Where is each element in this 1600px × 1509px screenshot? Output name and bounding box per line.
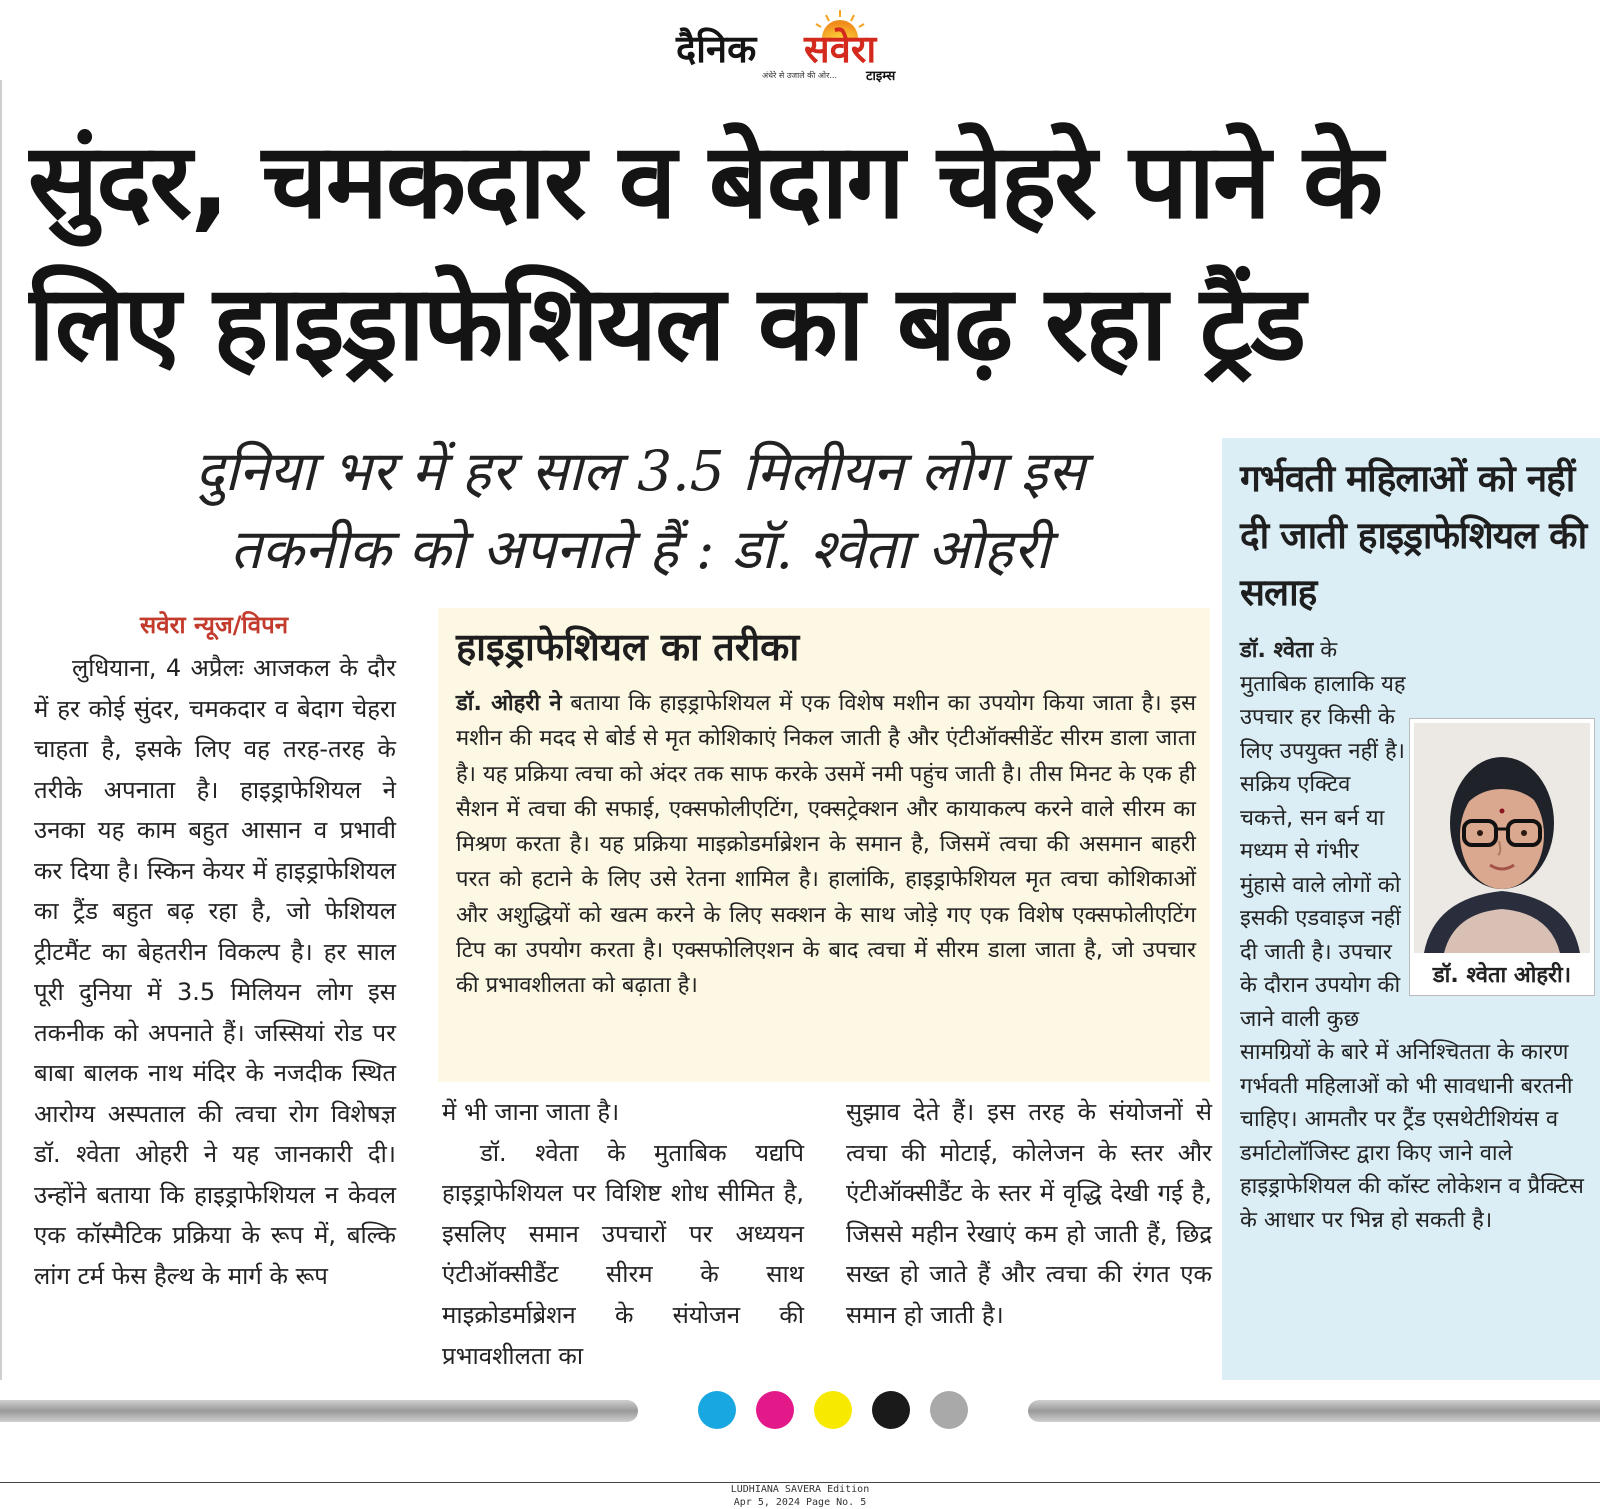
- sidebar-text: के मुताबिक हालाकि यह उपचार हर किसी के लिए उपयुक्त नहीं है। सक्रिय एक्टिव चकत्ते, सन बर्न या मध्यम से गंभीर मुंहासे वाले लोगों को इसकी एडवाइज नहीं दी जाती है। उपचार के दौरान उपयोग की जाने वाली कुछ सामग्रियों के बारे में अनिश्चितता के कारण गर्भवती महिलाओं को भी सावधानी बरतनी चाहिए। आमतौर पर ट्रैंड एसथेटीशियंस व डर्माटोलॉजिस्ट द्वारा किए जाने वाले हाइड्राफेशियल की कॉस्ट लोकेशन व प्रैक्टिस के आधार पर भिन्न हो सकती है।: [1240, 638, 1584, 1233]
- print-strip-left: [0, 1400, 638, 1422]
- photo-caption: डॉ. श्वेता ओहरी।: [1432, 963, 1572, 988]
- headline-line-1: सुंदर, चमकदार व बेदाग चेहरे पाने के: [28, 120, 1381, 242]
- byline: सवेरा न्यूज/विपन: [140, 611, 289, 639]
- registration-dot-magenta: [756, 1391, 794, 1429]
- masthead: [0, 0, 1600, 86]
- headline: [28, 110, 1600, 394]
- column-2-para-1: में भी जाना जाता है।: [442, 1098, 620, 1126]
- footer-date-page: Apr 5, 2024 Page No. 5: [733, 1497, 867, 1508]
- registration-dot-black: [872, 1391, 910, 1429]
- article-column-2: [442, 1092, 804, 1376]
- portrait-illustration: [1414, 723, 1590, 953]
- logo-tagline: अंधेरे से उजाले की ओर...: [762, 71, 838, 80]
- method-box-title: हाइड्राफेशियल का तरीका: [456, 625, 800, 669]
- logo-times-text: टाइम्स: [866, 69, 896, 84]
- logo-savera-text: सवेरा: [804, 27, 877, 71]
- method-box-text: बताया कि हाइड्राफेशियल में एक विशेष मशीन का उपयोग किया जाता है। इस मशीन की मदद से बोर्ड से मृत कोशिकाएं निकल जाती है और एंटीऑक्सीडेंट सीरम डाला जाता है। यह प्रक्रिया त्वचा को अंदर तक साफ करके उसमें नमी पहुंच जाती है। तीस मिनट के एक ही सैशन में त्वचा की सफाई, एक्सफोलीएटिंग, एक्सट्रेक्शन और कायाकल्प करने वाले सीरम का मिश्रण करता है। यह प्रक्रिया माइक्रोडर्माब्रेशन के समान है, जिसमें त्वचा की असमान बाहरी परत को हटाने के लिए उसे रेतना शामिल है। हालांकि, हाइड्राफेशियल मृत त्वचा कोशिकाओं और अशुद्धियों को खत्म करने के लिए सक्शन के साथ जोड़े गए एक विशेष एक्सफोलीएटिंग टिप का उपयोग करता है। एक्सफोलिएशन के बाद त्वचा में सीरम डाला जाता है, जो उपचार की प्रभावशीलता को बढ़ाता है।: [456, 691, 1196, 999]
- article-column-3: सुझाव देते हैं। इस तरह के संयोजनों से त्वचा की मोटाई, कोलेजन के स्तर और एंटीऑक्सीडैंट के स्तर में वृद्धि देखी गई है, जिससे महीन रेखाएं कम हो जाती हैं, छिद्र सख्त हो जाते हैं और त्वचा की रंगत एक समान हो जाती है।: [846, 1098, 1212, 1329]
- sidebar-title: गर्भवती महिलाओं को नहीं दी जाती हाइड्राफेशियल की सलाह: [1240, 457, 1587, 614]
- doctor-photo: [1409, 718, 1595, 996]
- article-column-1: लुधियाना, 4 अप्रैलः आजकल के दौर में हर कोई सुंदर, चमकदार व बेदाग चेहरा चाहता है, इसके लिए वह तरह-तरह के तरीके अपनाता है। हाइड्राफेशियल ने उनका यह काम बहुत आसान व प्रभावी कर दिया है। स्किन केयर में हाइड्राफेशियल का ट्रैंड बहुत बढ़ रहा है, जो फेशियल ट्रीटमैंट का बेहतरीन विकल्प है। हर साल पूरी दुनिया में 3.5 मिलियन लोग इस तकनीक को अपनाते हैं। जस्सियां रोड पर बाबा बालक नाथ मंदिर के नजदीक स्थित आरोग्य अस्पताल की त्वचा रोग विशेषज्ञ डॉ. श्वेता ओहरी ने यह जानकारी दी। उन्होंने बताया कि हाइड्राफेशियल न केवल एक कॉस्मैटिक प्रक्रिया के रूप में, बल्कि लांग टर्म फेस हैल्थ के मार्ग के रूप: [34, 654, 396, 1290]
- left-margin-rule: [0, 80, 2, 1380]
- subheadline: [60, 432, 1220, 588]
- registration-dot-gray: [930, 1391, 968, 1429]
- registration-dot-cyan: [698, 1391, 736, 1429]
- edition-footer: [600, 1483, 1000, 1509]
- newspaper-logo: [670, 8, 950, 84]
- subheadline-line-2: तकनीक को अपनाते हैं : डॉ. श्वेता ओहरी: [230, 517, 1050, 581]
- headline-line-2: लिए हाइड्राफेशियल का बढ़ रहा ट्रैंड: [28, 262, 1304, 384]
- method-box-lead: डॉ. ओहरी ने: [456, 691, 562, 716]
- registration-dot-yellow: [814, 1391, 852, 1429]
- print-strip-right: [1028, 1400, 1600, 1422]
- doctor-portrait-image: [1414, 723, 1590, 953]
- footer-edition: LUDHIANA SAVERA Edition: [730, 1484, 870, 1495]
- column-2-para-2: डॉ. श्वेता के मुताबिक यद्यपि हाइड्राफेशियल पर विशिष्ट शोध सीमित है, इसलिए समान उपचारों पर अध्ययन एंटीऑक्सीडैंट सीरम के साथ माइक्रोडर्माब्रेशन के संयोजन की प्रभावशीलता का: [442, 1138, 804, 1370]
- sidebar-lead: डॉ. श्वेता: [1240, 638, 1314, 663]
- method-box-body: [456, 686, 1196, 1004]
- subheadline-line-1: दुनिया भर में हर साल 3.5 मिलीयन लोग इस: [195, 439, 1085, 503]
- logo-dainik-text: दैनिक: [676, 27, 757, 71]
